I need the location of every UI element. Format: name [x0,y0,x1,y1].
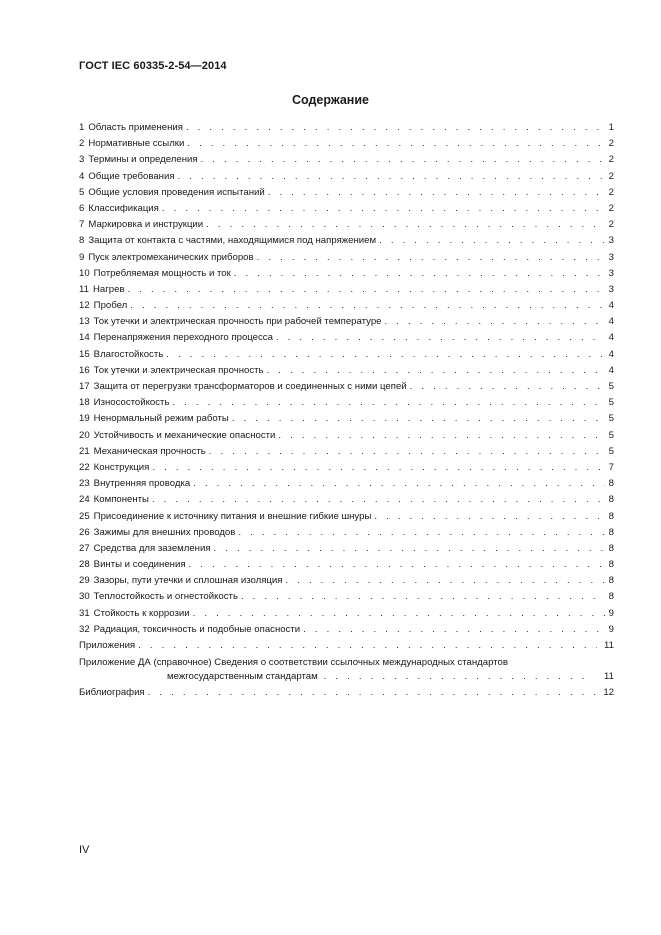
dot-leader [285,573,605,589]
toc-entry[interactable] [79,298,614,314]
toc-page: 3 [608,283,614,295]
dot-leader [201,152,605,168]
toc-number: 12 [79,300,90,312]
toc-page: 4 [608,332,614,344]
toc-number: 6 [79,202,85,214]
dot-leader [193,476,605,492]
toc-page: 8 [608,559,614,571]
toc-entry[interactable] [79,347,614,363]
dot-leader [148,685,597,701]
toc-number: 28 [79,559,90,571]
dot-leader [162,201,605,217]
toc-label: Термины и определения [88,154,198,166]
dot-leader [324,669,594,685]
toc-page: 8 [608,575,614,587]
dot-leader [374,509,605,525]
toc-number: 30 [79,591,90,603]
toc-label: Перенапряжения переходного процесса [93,332,273,344]
toc-entry[interactable] [79,428,614,444]
dot-leader [268,185,605,201]
toc-number: 16 [79,364,90,376]
toc-entry[interactable] [79,622,614,638]
page-number: IV [79,844,90,856]
toc-label: Зазоры, пути утечки и сплошная изоляция [93,575,283,587]
toc-number: 17 [79,381,90,392]
toc-label: Маркировка и инструкции [88,219,204,231]
toc-entry[interactable] [79,330,614,346]
toc-page: 8 [608,591,614,603]
dot-leader [410,379,605,395]
toc-entry[interactable] [79,201,614,217]
toc-entry-annex-da[interactable] [79,656,614,685]
toc-number: 29 [79,575,90,587]
toc-page: 2 [608,154,614,166]
toc-entry[interactable] [79,395,614,411]
dot-leader [128,282,606,298]
toc-page: 4 [608,364,614,376]
toc-label: Внутренняя проводка [93,478,191,490]
toc-entry[interactable] [79,250,614,266]
toc-label: Общие условия проведения испытаний [88,186,265,198]
toc-page: 2 [608,202,614,214]
toc-number: 3 [79,154,85,166]
toc-page: 4 [608,316,614,328]
toc-page: 2 [608,138,614,150]
toc-page: 5 [608,413,614,425]
dot-leader [303,622,605,638]
toc-page: 2 [608,219,614,231]
toc-label-line2: межгосударственным стандартам [167,671,318,683]
dot-leader [178,169,605,185]
dot-leader [187,136,605,152]
toc-entry[interactable] [79,379,614,395]
dot-leader [189,557,605,573]
toc-page: 5 [608,381,614,392]
toc-label: Зажимы для внешних проводов [93,526,236,538]
toc-label: Нормативные ссылки [88,138,185,150]
toc-number: 11 [79,283,89,295]
dot-leader [267,363,605,379]
toc-entry[interactable] [79,152,614,168]
page-title: Содержание [291,93,369,107]
toc-number: 10 [79,267,90,279]
table-of-contents [79,120,614,701]
toc-number: 25 [79,510,90,522]
toc-label: Пробел [93,300,128,312]
toc-number: 9 [79,251,85,263]
toc-entry[interactable] [79,460,614,476]
toc-number: 2 [79,138,85,150]
toc-page: 5 [608,397,614,409]
toc-label: Нагрев [92,283,125,295]
dot-leader [241,589,605,605]
toc-number: 1 [79,122,85,133]
toc-entry[interactable] [79,185,614,201]
toc-label: Компоненты [93,494,149,506]
toc-label: Винты и соединения [93,559,186,571]
dot-leader [172,395,605,411]
toc-entry[interactable] [79,541,614,557]
toc-page: 3 [608,267,614,279]
toc-number: 20 [79,429,90,441]
dot-leader [193,606,605,622]
toc-page: 2 [608,170,614,182]
toc-page: 3 [608,251,614,263]
dot-leader [232,411,605,427]
toc-page: 9 [608,623,614,635]
toc-label: Конструкция [93,461,150,473]
dot-leader [206,217,605,233]
toc-entry[interactable] [79,492,614,508]
toc-label: Классификация [88,202,159,214]
toc-label: Защита от перегрузки трансформаторов и соединенных с ними цепей [93,381,407,392]
toc-number: 15 [79,348,90,360]
toc-entry[interactable] [79,314,614,330]
toc-label: Присоединение к источнику питания и внешние гибкие шнуры [93,510,372,522]
toc-page: 8 [608,494,614,506]
toc-label: Область применения [88,122,183,133]
dot-leader [379,233,605,249]
toc-label: Теплостойкость и огнестойкость [93,591,238,603]
dot-leader [278,428,605,444]
toc-entry[interactable] [79,217,614,233]
toc-label: Износостойкость [93,397,170,409]
toc-list [79,120,614,638]
toc-entry[interactable] [79,509,614,525]
dot-leader [152,492,605,508]
toc-number: 5 [79,186,85,198]
toc-page: 5 [608,445,614,457]
toc-entry[interactable] [79,606,614,622]
toc-entry[interactable] [79,476,614,492]
toc-label: Стойкость к коррозии [93,607,190,619]
toc-entry[interactable] [79,411,614,427]
toc-page: 8 [608,526,614,538]
toc-page: 8 [608,510,614,522]
toc-number: 21 [79,445,90,457]
toc-entry[interactable] [79,169,614,185]
toc-number: 18 [79,397,90,409]
toc-page: 8 [608,542,614,554]
toc-page: 9 [608,607,614,619]
toc-label: Приложения [79,640,136,651]
toc-label: Ток утечки и электрическая прочность при рабочей температуре [93,316,382,328]
toc-page: 2 [608,186,614,198]
toc-label: Влагостойкость [93,348,164,360]
dot-leader [276,330,605,346]
toc-entry[interactable] [79,557,614,573]
toc-label: Радиация, токсичность и подобные опасности [93,623,301,635]
toc-label: Ненормальный режим работы [93,413,229,425]
toc-number: 22 [79,461,90,473]
toc-number: 32 [79,623,90,635]
toc-label: Общие требования [88,170,175,182]
toc-page: 4 [608,300,614,312]
toc-number: 27 [79,542,90,554]
toc-label: Ток утечки и электрическая прочность [93,364,264,376]
toc-page: 5 [608,429,614,441]
toc-label: Механическая прочность [93,445,206,457]
toc-entry[interactable] [79,282,614,298]
toc-entry[interactable] [79,589,614,605]
toc-entry[interactable] [79,233,614,249]
toc-page: 8 [608,478,614,490]
toc-number: 31 [79,607,90,619]
dot-leader [166,347,605,363]
toc-entry-annexes[interactable] [79,638,614,654]
toc-label: Защита от контакта с частями, находящимися под напряжением [88,235,377,247]
document-header: ГОСТ IEC 60335-2-54—2014 [79,60,227,72]
toc-entry[interactable] [79,573,614,589]
toc-label: Пуск электромеханических приборов [88,251,254,263]
toc-entry[interactable] [79,136,614,152]
toc-page: 1 [608,122,614,133]
toc-number: 26 [79,526,90,538]
dot-leader [234,266,605,282]
toc-number: 23 [79,478,90,490]
toc-page: 3 [608,235,614,247]
toc-label: Средства для заземления [93,542,211,554]
toc-page: 7 [608,461,614,473]
toc-number: 4 [79,170,85,182]
toc-label: Устойчивость и механические опасности [93,429,276,441]
toc-number: 8 [79,235,85,247]
toc-label: Потребляемая мощность и ток [93,267,231,279]
toc-entry-bibliography[interactable] [79,685,614,701]
dot-leader [130,298,605,314]
toc-entry[interactable] [79,444,614,460]
toc-entry[interactable] [79,266,614,282]
toc-entry[interactable] [79,525,614,541]
dot-leader [238,525,605,541]
toc-number: 19 [79,413,90,425]
toc-label: Библиография [79,687,145,699]
dot-leader [257,250,605,266]
toc-page: 11 [604,640,614,651]
dot-leader [138,638,597,654]
toc-entry[interactable] [79,363,614,379]
dot-leader [385,314,606,330]
toc-number: 13 [79,316,90,328]
toc-page: 4 [608,348,614,360]
toc-number: 14 [79,332,90,344]
toc-number: 7 [79,219,85,231]
dot-leader [152,460,605,476]
toc-page: 11 [604,671,614,683]
dot-leader [186,120,605,136]
toc-number: 24 [79,494,90,506]
toc-label-line1: Приложение ДА (справочное) Сведения о соответствии ссылочных международных стандартов [79,657,508,669]
toc-page: 12 [603,687,614,699]
toc-entry[interactable] [79,120,614,136]
dot-leader [209,444,605,460]
dot-leader [214,541,605,557]
